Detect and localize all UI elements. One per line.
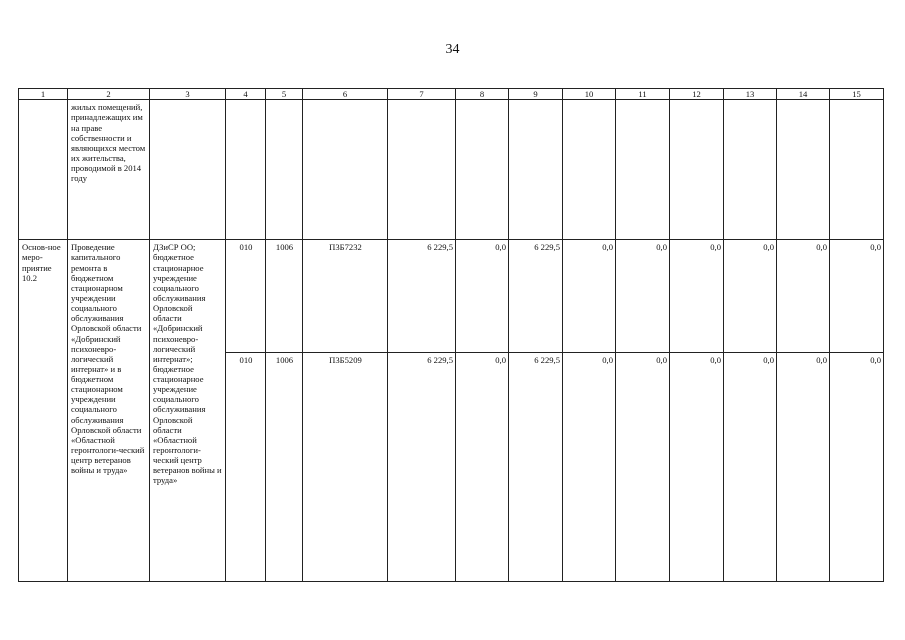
table-cell: П3Б5209 xyxy=(303,352,388,581)
table-cell xyxy=(456,100,509,240)
column-header: 11 xyxy=(616,89,670,100)
column-header: 14 xyxy=(777,89,830,100)
table-cell xyxy=(777,100,830,240)
column-header: 13 xyxy=(724,89,777,100)
column-header: 5 xyxy=(266,89,303,100)
table-header-row xyxy=(19,89,884,100)
column-header: 4 xyxy=(226,89,266,100)
column-header: 2 xyxy=(68,89,150,100)
table-cell: П3Б7232 xyxy=(303,240,388,353)
continuation-text: жилых помещений, принадлежащих им на праве собственности и являющихся местом их жительства, проводимой в 2014 году xyxy=(68,100,150,240)
table-cell: 6 229,5 xyxy=(388,352,456,581)
table-cell: 010 xyxy=(226,352,266,581)
table-cell: 0,0 xyxy=(456,352,509,581)
table-cell: 0,0 xyxy=(616,352,670,581)
table-cell: 0,0 xyxy=(830,352,884,581)
table-cell xyxy=(303,100,388,240)
table-cell: 0,0 xyxy=(830,240,884,353)
table-cell xyxy=(388,100,456,240)
event-label: Основ-ное меро-приятие 10.2 xyxy=(19,240,68,582)
table-cell: 1006 xyxy=(266,240,303,353)
table-cell: 6 229,5 xyxy=(509,240,563,353)
program-table xyxy=(18,88,884,582)
column-header: 1 xyxy=(19,89,68,100)
table-cell xyxy=(509,100,563,240)
table-cell: 0,0 xyxy=(670,352,724,581)
table-cell xyxy=(266,100,303,240)
table-cell: 0,0 xyxy=(724,240,777,353)
table-cell: 6 229,5 xyxy=(509,352,563,581)
table-cell xyxy=(616,100,670,240)
table-row-continuation xyxy=(19,100,884,240)
column-header: 12 xyxy=(670,89,724,100)
table-cell xyxy=(150,100,226,240)
table-cell: 1006 xyxy=(266,352,303,581)
table-cell: 0,0 xyxy=(616,240,670,353)
table-cell: 0,0 xyxy=(777,352,830,581)
table-cell xyxy=(563,100,616,240)
table-cell: 0,0 xyxy=(563,352,616,581)
column-header: 9 xyxy=(509,89,563,100)
column-header: 6 xyxy=(303,89,388,100)
table-cell: 010 xyxy=(226,240,266,353)
table-cell: 0,0 xyxy=(456,240,509,353)
table-cell xyxy=(226,100,266,240)
table-row xyxy=(19,240,884,353)
table-cell xyxy=(670,100,724,240)
table-cell xyxy=(724,100,777,240)
event-executor: ДЗиСР ОО; бюджетное стационарное учреждение социального обслуживания Орловской области «Добринский психоневро-логический интернат»; бюджетное стационарное учреждение социального обслуживания Орловской области «Областной геронтологи-ческий центр ветеранов войны и труда» xyxy=(150,240,226,582)
column-header: 10 xyxy=(563,89,616,100)
table-cell: 0,0 xyxy=(777,240,830,353)
table-cell: 0,0 xyxy=(724,352,777,581)
table-cell: 0,0 xyxy=(670,240,724,353)
table-cell: 0,0 xyxy=(563,240,616,353)
event-name: Проведение капитального ремонта в бюджетном стационарном учреждении социального обслуживания Орловской области «Добринский психоневро-логический интернат» и в бюджетном стационарном учреждении социального обслуживания Орловской области «Областной геронтологи-ческий центр ветеранов войны и труда» xyxy=(68,240,150,582)
table-cell: 6 229,5 xyxy=(388,240,456,353)
column-header: 3 xyxy=(150,89,226,100)
table-cell xyxy=(830,100,884,240)
page-number: 34 xyxy=(445,42,460,57)
table-cell xyxy=(19,100,68,240)
column-header: 7 xyxy=(388,89,456,100)
column-header: 8 xyxy=(456,89,509,100)
column-header: 15 xyxy=(830,89,884,100)
